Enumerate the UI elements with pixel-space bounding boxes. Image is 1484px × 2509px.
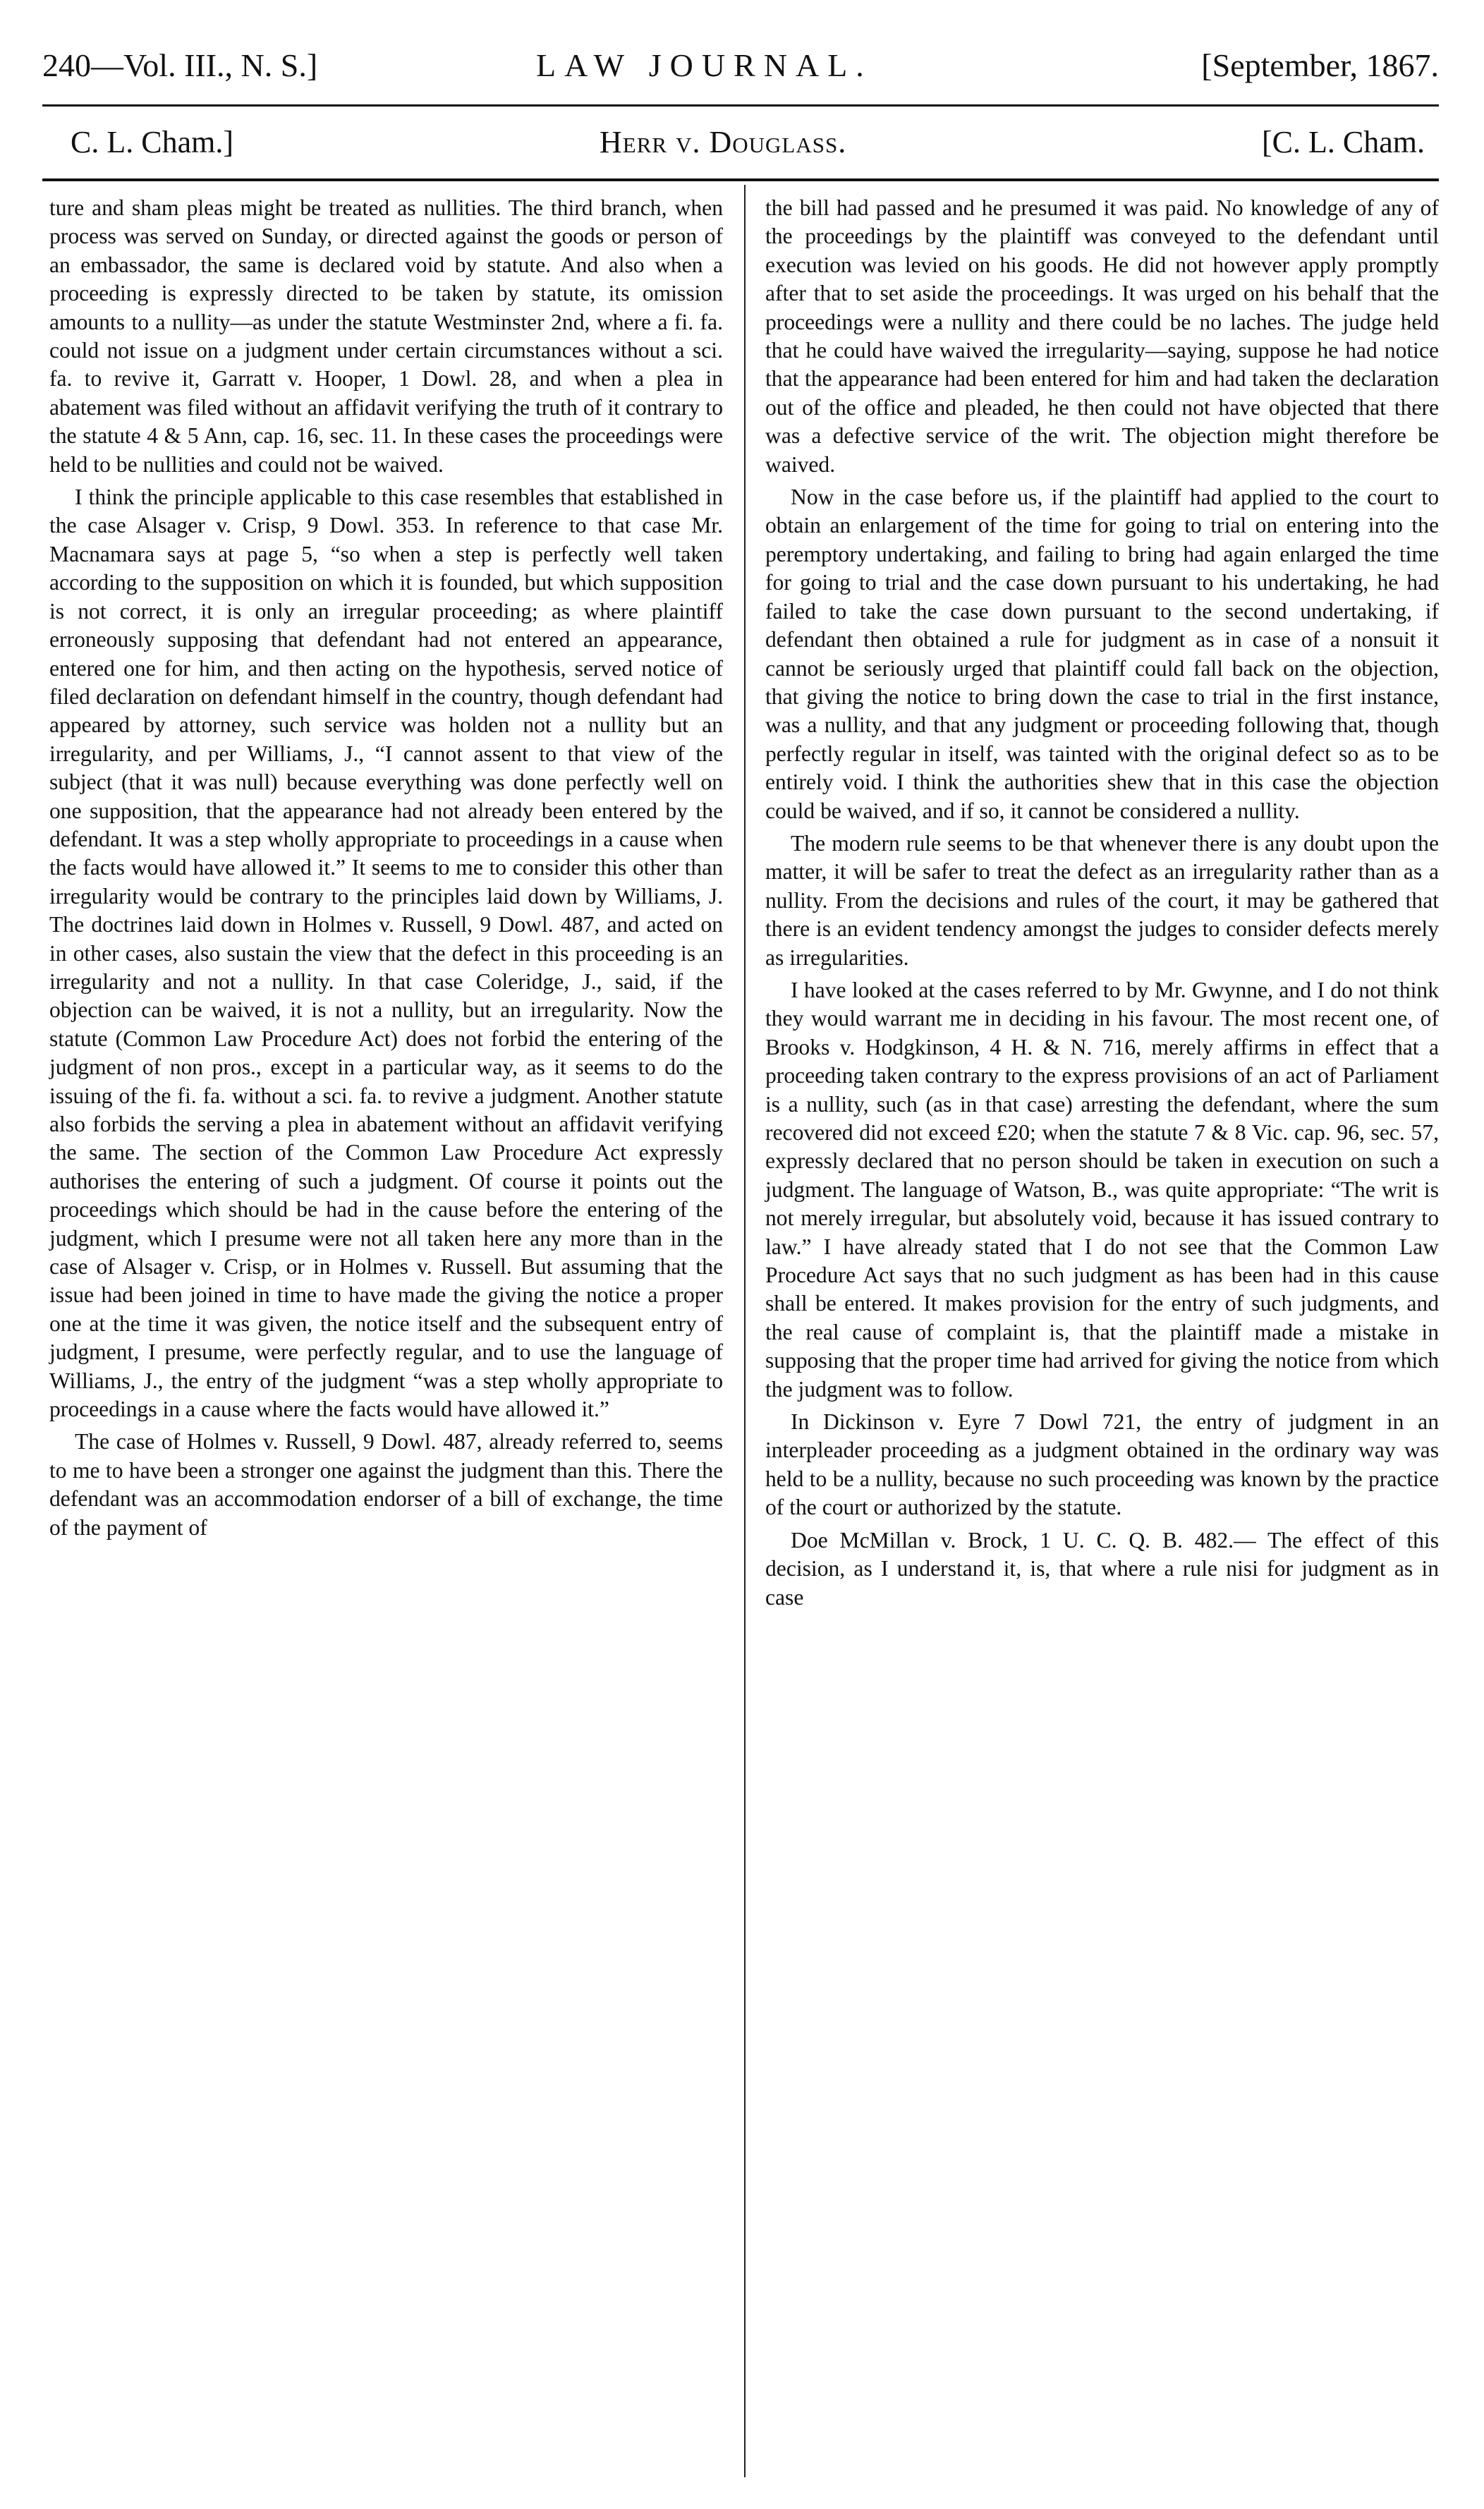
case-header bbox=[42, 111, 1439, 168]
paragraph: ture and sham pleas might be treated as nullities. The third branch, when process was served on Sunday, or directed against the goods or person of an embassador, the same is declared void by statute. And also when a proceeding is expressly directed to be taken by statute, its omission amounts to a nullity—as under the statute Westminster 2nd, where a fi. fa. could not issue on a judgment under certain circumstances without a sci. fa. to revive it, Garratt v. Hooper, 1 Dowl. 28, and when a plea in abatement was filed without an affidavit verifying the truth of it contrary to the statute 4 & 5 Ann, cap. 16, sec. 11. In these cases the proceedings were held to be nullities and could not be waived. bbox=[49, 195, 723, 477]
paragraph: In Dickinson v. Eyre 7 Dowl 721, the entry of judgment in an interpleader proceeding as a judgment obtained in the ordinary way was held to be a nullity, because no such proceeding was known by the practice of the court or authorized by the statute. bbox=[765, 1409, 1439, 1520]
paragraph: The case of Holmes v. Russell, 9 Dowl. 487, already referred to, seems to me to have been a stronger one against the judgment than this. There the defendant was an accommodation endorser of a bill of exchange, the time of the payment of bbox=[49, 1429, 723, 1540]
running-header bbox=[42, 28, 1439, 92]
paragraph: Doe McMillan v. Brock, 1 U. C. Q. B. 482.— The effect of this decision, as I understand it, is, that where a rule nisi for judgment as in case bbox=[765, 1527, 1439, 1610]
right-column bbox=[765, 194, 1439, 1616]
paragraph: The modern rule seems to be that whenever there is any doubt upon the matter, it will be safer to treat the defect as an irregularity rather than as a nullity. From the decisions and rules of the court, it may be gathered that there is an evident tendency amongst the judges to consider defects merely as irregularities. bbox=[765, 830, 1439, 970]
column-divider bbox=[744, 185, 746, 2477]
case-header-rule bbox=[42, 178, 1439, 181]
journal-title: LAW JOURNAL. bbox=[536, 47, 872, 83]
page-volume-label: 240—Vol. III., N. S.] bbox=[42, 47, 318, 83]
header-rule bbox=[42, 104, 1439, 107]
paragraph: I think the principle applicable to this case resembles that established in the case Alsager v. Crisp, 9 Dowl. 353. In reference to that case Mr. Macnamara says at page 5, “so when a step is perfectly well taken according to the supposition on which it is founded, but which supposition is not correct, it is only an irregular proceeding; as where plaintiff erroneously supposing that defendant had not entered an appearance, entered one for him, and then acting on the hypothesis, served notice of filed declaration on defendant himself in the country, though defendant had appeared by attorney, such service was holden not a nullity but an irregularity, and per Williams, J., “I cannot assent to that view of the subject (that it was null) because everything was done perfectly well on one supposition, that the appearance had not already been entered by the defendant. It was a step wholly appropriate to proceedings in a cause when the facts would have allowed it.” It seems to me to consider this other than irregularity would be contrary to the principles laid down by Williams, J. The doctrines laid down in Holmes v. Russell, 9 Dowl. 487, and acted on in other cases, also sustain the view that the defect in this proceeding is an irregularity and not a nullity. In that case Coleridge, J., said, if the objection can be waived, it is not a nullity, but an irregularity. Now the statute (Common Law Procedure Act) does not forbid the entering of the judgment of non pros., except in a particular way, as it seems to do the issuing of the fi. fa. without a sci. fa. to revive a judgment. Another statute also forbids the serving a plea in abatement without an affidavit verifying the same. The section of the Common Law Procedure Act expressly authorises the entering of such a judgment. Of course it points out the proceedings which should be had in the cause before the entering of the judgment, which I presume were not all taken here any more than in the case of Alsager v. Crisp, or in Holmes v. Russell. But assuming that the issue had been joined in time to have made the giving the notice a proper one at the time it was given, the notice itself and the subsequent entry of judgment, I presume, were perfectly regular, and to use the language of Williams, J., the entry of the judgment “was a step wholly appropriate to proceedings in a cause where the facts would have allowed it.” bbox=[49, 485, 723, 1422]
left-column bbox=[49, 194, 723, 1546]
paragraph: Now in the case before us, if the plaintiff had applied to the court to obtain an enlargement of the time for going to trial on entering into the peremptory undertaking, and failing to bring had again enlarged the time for going to trial and the case down pursuant to his undertaking, he had failed to take the case down pursuant to the second undertaking, if defendant then obtained a rule for judgment as in case of a nonsuit it cannot be seriously urged that plaintiff could fall back on the objection, that giving the notice to bring down the case to trial in the first instance, was a nullity, and that any judgment or proceeding following that, though perfectly regular in itself, was tainted with the original defect so as to be entirely void. I think the authorities shew that in this case the objection could be waived, and if so, it cannot be considered a nullity. bbox=[765, 485, 1439, 823]
journal-page bbox=[42, 28, 1446, 2483]
court-label-left: C. L. Cham.] bbox=[71, 125, 233, 159]
paragraph: the bill had passed and he presumed it was paid. No knowledge of any of the proceedings by the plaintiff was conveyed to the defendant until execution was levied on his goods. He did not however apply promptly after that to set aside the proceedings. It was urged on his behalf that the proceedings were a nullity and there could be no laches. The judge held that he could have waived the irregularity—saying, suppose he had notice that the appearance had been entered for him and had taken the declaration out of the office and pleaded, he then could not have objected that there was a defective service of the writ. The objection might therefore be waived. bbox=[765, 195, 1439, 477]
paragraph: I have looked at the cases referred to by Mr. Gwynne, and I do not think they would warrant me in deciding in his favour. The most recent one, of Brooks v. Hodgkinson, 4 H. & N. 716, merely affirms in effect that a proceeding taken contrary to the express provisions of an act of Parliament is a nullity, such (as in that case) arresting the defendant, where the sum recovered did not exceed £20; when the statute 7 & 8 Vic. cap. 96, sec. 57, expressly declared that no person should be taken in execution on such a judgment. The language of Watson, B., was quite appropriate: “The writ is not merely irregular, but absolutely void, because it has issued contrary to law.” I have already stated that I do not see that the Common Law Procedure Act says that no such judgment as has been had in this cause shall be entered. It makes provision for the entry of such judgments, and the real cause of complaint is, that the plaintiff made a mistake in supposing that the proper time had arrived for giving the notice from which the judgment was to follow. bbox=[765, 977, 1439, 1402]
court-label-right: [C. L. Cham. bbox=[1262, 125, 1425, 159]
issue-date: [September, 1867. bbox=[1201, 47, 1439, 83]
case-name: Herr v. Douglass. bbox=[600, 125, 847, 159]
